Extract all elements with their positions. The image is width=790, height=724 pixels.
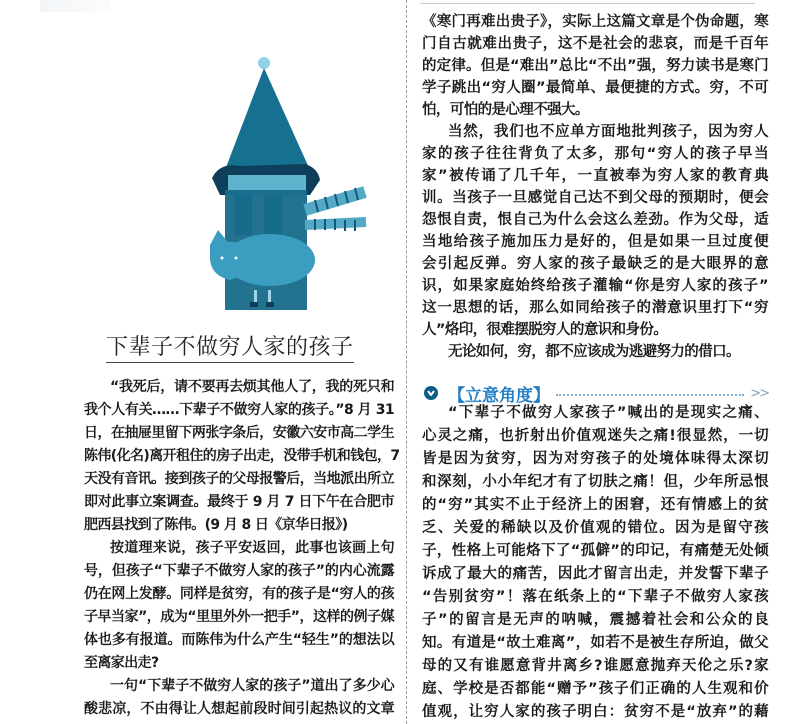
dotted-leader xyxy=(556,394,744,396)
text-line: 知。有道是“故土难离”，如若不是被生存所迫，做父 xyxy=(422,635,768,651)
text-line: 家”被传诵了几千年，一直被奉为穷人家的教育典 xyxy=(422,168,768,184)
text-line: 仍在网上发酵。同样是贫穷，有的孩子是“穷人的孩 xyxy=(84,586,394,602)
article-title: 下辈子不做穷人家的孩子 xyxy=(106,330,354,363)
top-rule xyxy=(420,3,755,4)
text-line: 《寒门再难出贵子》，实际上这篇文章是个伪命题，寒 xyxy=(422,14,768,30)
text-line: 当地给孩子施加压力是好的，但是如果一旦过度便 xyxy=(422,234,768,250)
text-line: 即对此事立案调查。最终于 9 月 7 日下午在合肥市 xyxy=(84,494,394,510)
text-line: 人”烙印，很难摆脱穷人的意识和身份。 xyxy=(422,322,668,338)
text-line: 心灵之痛，也折射出价值观迷失之痛!很显然，一切 xyxy=(422,428,768,444)
text-line: 庭、学校是否都能“赠予”孩子们正确的人生观和价 xyxy=(422,681,768,697)
text-line: “告别贫穷”！落在纸条上的“下辈子不做穷人家孩 xyxy=(422,589,768,605)
text-line: 我个人有关……下辈子不做穷人家的孩子。”8 月 31 xyxy=(84,402,394,418)
text-line: 日，在抽屉里留下两张字条后，安徽六安市高二学生 xyxy=(84,425,394,441)
text-line: 当然，我们也不应单方面地批判孩子，因为穷人 xyxy=(448,124,768,140)
chevron-down-circle-icon xyxy=(424,386,438,400)
text-line: 子早当家”，成为“里里外外一把手”，这样的例子媒 xyxy=(84,609,394,625)
text-line: 皆是因为贫穷，因为对穷孩子的处境体味得太深切 xyxy=(422,451,768,467)
right-column-body-top xyxy=(422,11,768,363)
text-line: 识，如果家庭始终给孩子灌输“你是穷人家的孩子” xyxy=(422,278,768,294)
text-line: 学子跳出“穷人圈”最简单、最便捷的方式。穷，不可 xyxy=(422,80,768,96)
text-line: 的“穷”其实不止于经济上的困窘，还有情感上的贫 xyxy=(422,497,768,513)
text-line: 值观，让穷人家的孩子明白：贫穷不是“放弃”的藉 xyxy=(422,704,768,720)
text-line: 母的又有谁愿意背井离乡?谁愿意抛弃天伦之乐?家 xyxy=(422,658,768,674)
text-line: “下辈子不做穷人家孩子”喊出的是现实之痛、 xyxy=(448,405,768,421)
text-line: 这一思想的话，那么如同给孩子的潜意识里打下“穷 xyxy=(422,300,768,316)
text-line: 乏、关爱的稀缺以及价值观的错位。因为是留守孩 xyxy=(422,520,768,536)
text-line: 号，但孩子“下辈子不做穷人家的孩子”的内心流露 xyxy=(84,563,394,579)
right-column-body-bottom xyxy=(422,402,768,724)
text-line: 的定律。但是“难出”总比“不出”强，努力读书是寒门 xyxy=(422,58,768,74)
faint-header-mark xyxy=(40,0,110,12)
text-line: 训。当孩子一旦感觉自己达不到父母的预期时，便会 xyxy=(422,190,768,206)
text-line: 一句“下辈子不做穷人家的孩子”道出了多少心 xyxy=(110,678,394,694)
text-line: 无论如何，穷，都不应该成为逃避努力的借口。 xyxy=(448,344,740,360)
section-label: 【立意角度】 xyxy=(448,385,550,406)
text-line: 至离家出走? xyxy=(84,655,159,671)
text-line: 酸悲凉，不由得让人想起前段时间引起热议的文章 xyxy=(84,701,394,717)
column-divider xyxy=(406,0,407,724)
text-line: 陈伟(化名)离开租住的房子出走，没带手机和钱包，7 xyxy=(84,448,400,464)
text-line: 天没有音讯。接到孩子的父母报警后，当地派出所立 xyxy=(84,471,394,487)
text-line: “我死后，请不要再去烦其他人了，我的死只和 xyxy=(110,379,394,395)
text-line: 家的孩子往往背负了太多，那句“穷人的孩子早当 xyxy=(422,146,768,162)
text-line: 子，性格上可能烙下了“孤僻”的印记，有痛楚无处倾 xyxy=(422,543,768,559)
left-column-body xyxy=(84,376,400,721)
text-line: 门自古就难出贵子，这不是社会的悲哀，而是千百年 xyxy=(422,36,768,52)
text-line: 子”的留言是无声的呐喊，震撼着社会和公众的良 xyxy=(422,612,768,628)
text-line: 会引起反弹。穷人家的孩子最缺乏的是大眼界的意 xyxy=(422,256,768,272)
text-line: 诉成了最大的痛苦，因此才留言出走，并发誓下辈子 xyxy=(422,566,768,582)
double-chevron-right-icon: >> xyxy=(750,385,768,401)
text-line: 体也多有报道。而陈伟为什么产生“轻生”的想法以 xyxy=(84,632,394,648)
text-line: 怨恨自责，恨自己为什么会这么差劲。作为父母，适 xyxy=(422,212,768,228)
illustration-child-with-cat xyxy=(170,50,370,310)
section-header-liyi-jiaodu xyxy=(424,382,768,404)
text-line: 怕，可怕的是心理不强大。 xyxy=(422,102,589,118)
text-line: 肥西县找到了陈伟。(9 月 8 日《京华日报》) xyxy=(84,517,348,533)
text-line: 按道理来说，孩子平安返回，此事也该画上句 xyxy=(110,540,394,556)
text-line: 和深刻，小小年纪才有了切肤之痛！但，少年所忌恨 xyxy=(422,474,768,490)
